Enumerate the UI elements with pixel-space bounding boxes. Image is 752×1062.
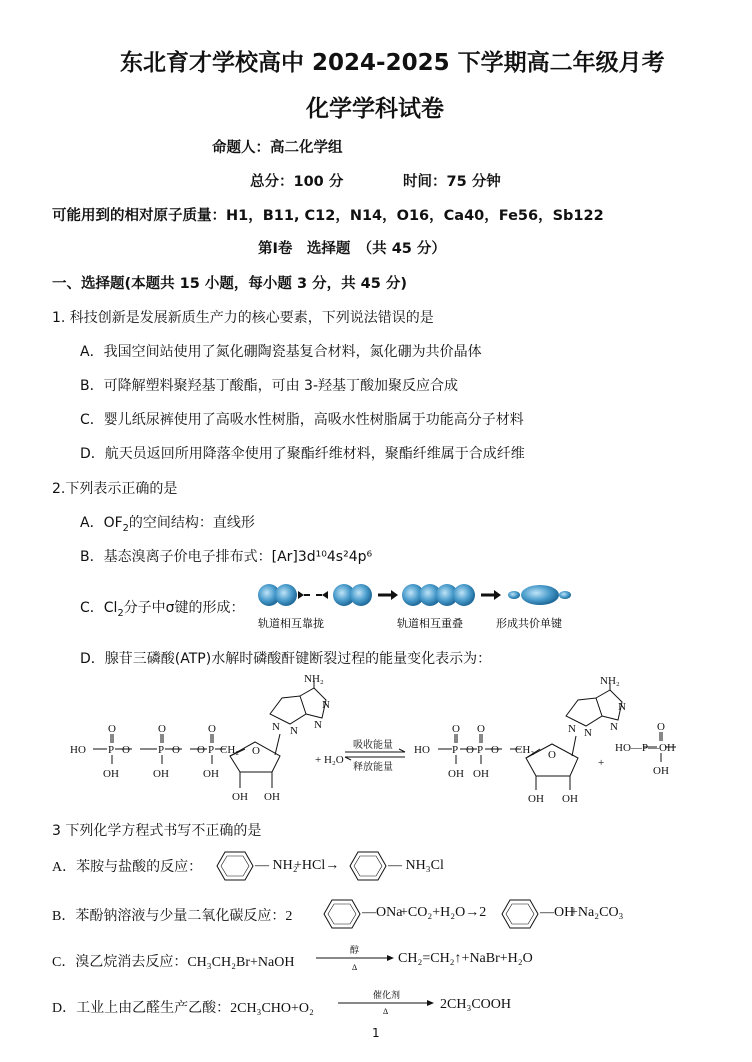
q2-option-a: A．$OF_2$的空间结构：直线形 <box>80 515 255 534</box>
exam-subtitle: 化学学科试卷 <box>306 96 444 122</box>
svg-text:O: O <box>108 723 116 735</box>
svg-text:P: P <box>158 744 165 756</box>
svg-text:醇: 醇 <box>350 945 360 955</box>
q1-option-d: D．航天员返回所用降落伞使用了聚酯纤维材料，聚酯纤维属于合成纤维 <box>80 446 525 462</box>
svg-text:Δ: Δ <box>383 1007 389 1016</box>
q3-d-products: 2CH₃COOH <box>440 997 511 1012</box>
part-title: 一、选择题(本题共 15 小题，每小题 3 分，共 45 分) <box>52 276 407 292</box>
q1-option-a: A．我国空间站使用了氮化硼陶瓷基复合材料，氮化硼为共价晶体 <box>80 344 482 360</box>
q3-option-b: B．苯酚钠溶液与少量二氧化碳反应：2 <box>52 909 293 924</box>
condition-arrow-d <box>338 986 436 1016</box>
benzene-ring-icon <box>215 850 255 882</box>
caption-approach: 轨道相互靠拢 <box>258 618 324 630</box>
svg-text:OH: OH <box>448 768 464 780</box>
atp-hydrolysis-diagram <box>70 672 710 810</box>
q2-option-d: D．腺苷三磷酸(ATP)水解时磷酸酐键断裂过程的能量变化表示为： <box>80 651 492 667</box>
svg-text:OH: OH <box>653 765 669 777</box>
svg-text:HO: HO <box>70 744 86 756</box>
q3-a-product: — NH₃Cl <box>388 858 444 873</box>
svg-text:O: O <box>158 723 166 735</box>
q1-option-c: C．婴儿纸尿裤使用了高吸水性树脂，高吸水性树脂属于功能高分子材料 <box>80 412 524 428</box>
svg-text:吸收能量: 吸收能量 <box>353 740 393 751</box>
q2-option-c: C．$Cl_2$分子中σ键的形成： <box>80 600 245 619</box>
svg-text:HO—P—OH: HO—P—OH <box>615 742 675 754</box>
q2-stem: 2.下列表示正确的是 <box>52 481 178 497</box>
q3-option-c: C．溴乙烷消去反应：CH₃CH₂Br+NaOH <box>52 955 295 970</box>
svg-text:N: N <box>290 725 298 737</box>
svg-text:OH: OH <box>473 768 489 780</box>
caption-overlap: 轨道相互重叠 <box>397 618 463 630</box>
svg-text:N: N <box>272 721 280 733</box>
q1-option-b: B．可降解塑料聚羟基丁酸酯，可由 3-羟基丁酸加聚反应合成 <box>80 378 459 394</box>
svg-text:CH₂: CH₂ <box>515 744 535 756</box>
exam-title: 东北育才学校高中 2024-2025 下学期高二年级月考 <box>120 50 665 76</box>
svg-text:P: P <box>477 744 484 756</box>
reaction-arrow-1 <box>378 590 398 600</box>
arrow-right-icon <box>322 591 328 599</box>
benzene-ring-icon <box>322 898 362 930</box>
svg-text:O: O <box>452 723 460 735</box>
svg-text:OH: OH <box>528 793 544 805</box>
svg-text:OH: OH <box>203 768 219 780</box>
svg-text:N: N <box>618 701 626 713</box>
svg-text:CH₂: CH₂ <box>220 744 240 756</box>
svg-text:OH: OH <box>103 768 119 780</box>
svg-text:N: N <box>610 721 618 733</box>
svg-text:O: O <box>548 749 556 761</box>
svg-text:N: N <box>568 723 576 735</box>
q3-c-products: CH₂=CH₂↑+NaBr+H₂O <box>398 951 533 966</box>
svg-text:O: O <box>657 721 665 733</box>
condition-arrow-c <box>316 942 396 972</box>
svg-text:OH: OH <box>232 791 248 803</box>
svg-text:+ H₂O: + H₂O <box>315 754 344 766</box>
svg-text:P: P <box>108 744 115 756</box>
atomic-masses: 可能用到的相对原子质量：H1，B11, C12，N14，O16，Ca40，Fe56，Sb122 <box>52 208 604 224</box>
q3-b-oh: —OH <box>540 905 575 920</box>
q3-option-a: A．苯胺与盐酸的反应： <box>52 860 203 875</box>
svg-text:O: O <box>172 744 180 756</box>
svg-text:O: O <box>466 744 474 756</box>
svg-text:+: + <box>598 757 605 769</box>
orbitals-overlapping <box>402 584 475 606</box>
q3-option-d: D．工业上由乙醛生产乙酸：2CH₃CHO+O₂ <box>52 1001 314 1016</box>
orbitals-approaching-2 <box>333 584 372 606</box>
q2-option-b: B．基态溴离子价电子排布式：[Ar]3d¹⁰4s²4p⁶ <box>80 549 373 565</box>
svg-text:O: O <box>252 745 260 757</box>
svg-text:P: P <box>208 744 215 756</box>
svg-text:N: N <box>584 727 592 739</box>
benzene-ring-icon <box>348 850 388 882</box>
svg-text:O: O <box>477 723 485 735</box>
q3-b-products: +Na₂CO₃ <box>570 905 624 920</box>
svg-text:O: O <box>208 723 216 735</box>
volume-title: 第Ⅰ卷 选择题 （共 45 分） <box>258 241 446 257</box>
svg-text:NH₂: NH₂ <box>304 673 324 685</box>
exam-author: 命题人：高二化学组 <box>212 140 343 156</box>
svg-text:P: P <box>452 744 459 756</box>
q1-stem: 1. 科技创新是发展新质生产力的核心要素，下列说法错误的是 <box>52 310 434 326</box>
q3-b-ona: —ONa <box>362 905 403 920</box>
svg-text:释放能量: 释放能量 <box>353 762 393 773</box>
svg-text:OH: OH <box>264 791 280 803</box>
electron-config: [Ar]3d¹⁰4s²4p⁶ <box>271 549 373 565</box>
svg-text:O: O <box>197 744 205 756</box>
svg-text:HO: HO <box>414 744 430 756</box>
q3-stem: 3 下列化学方程式书写不正确的是 <box>52 823 262 839</box>
svg-text:OH: OH <box>153 768 169 780</box>
reaction-arrow-2 <box>481 590 501 600</box>
svg-text:O: O <box>491 744 499 756</box>
svg-text:N: N <box>314 719 322 731</box>
svg-text:催化剂: 催化剂 <box>373 990 401 1000</box>
exam-time: 时间：75 分钟 <box>403 174 501 190</box>
svg-text:O: O <box>122 744 130 756</box>
svg-text:Δ: Δ <box>352 963 358 972</box>
benzene-ring-icon <box>500 898 540 930</box>
orbitals-approaching <box>258 584 297 606</box>
q3-a-reagent: +HCl→ <box>294 858 340 873</box>
q3-b-reagents: +CO₂+H₂O→2 <box>400 905 487 920</box>
total-score: 总分：100 分 <box>250 174 344 190</box>
svg-text:N: N <box>322 699 330 711</box>
sigma-bond-diagram <box>252 578 582 632</box>
sigma-bond-orbital <box>508 585 571 605</box>
svg-text:NH₂: NH₂ <box>600 675 620 687</box>
svg-text:OH: OH <box>562 793 578 805</box>
q3-a-nh2: — NH₂ <box>255 858 298 873</box>
arrow-left-icon <box>298 591 304 599</box>
caption-single-bond: 形成共价单键 <box>496 618 562 630</box>
page-number: 1 <box>372 1026 380 1040</box>
